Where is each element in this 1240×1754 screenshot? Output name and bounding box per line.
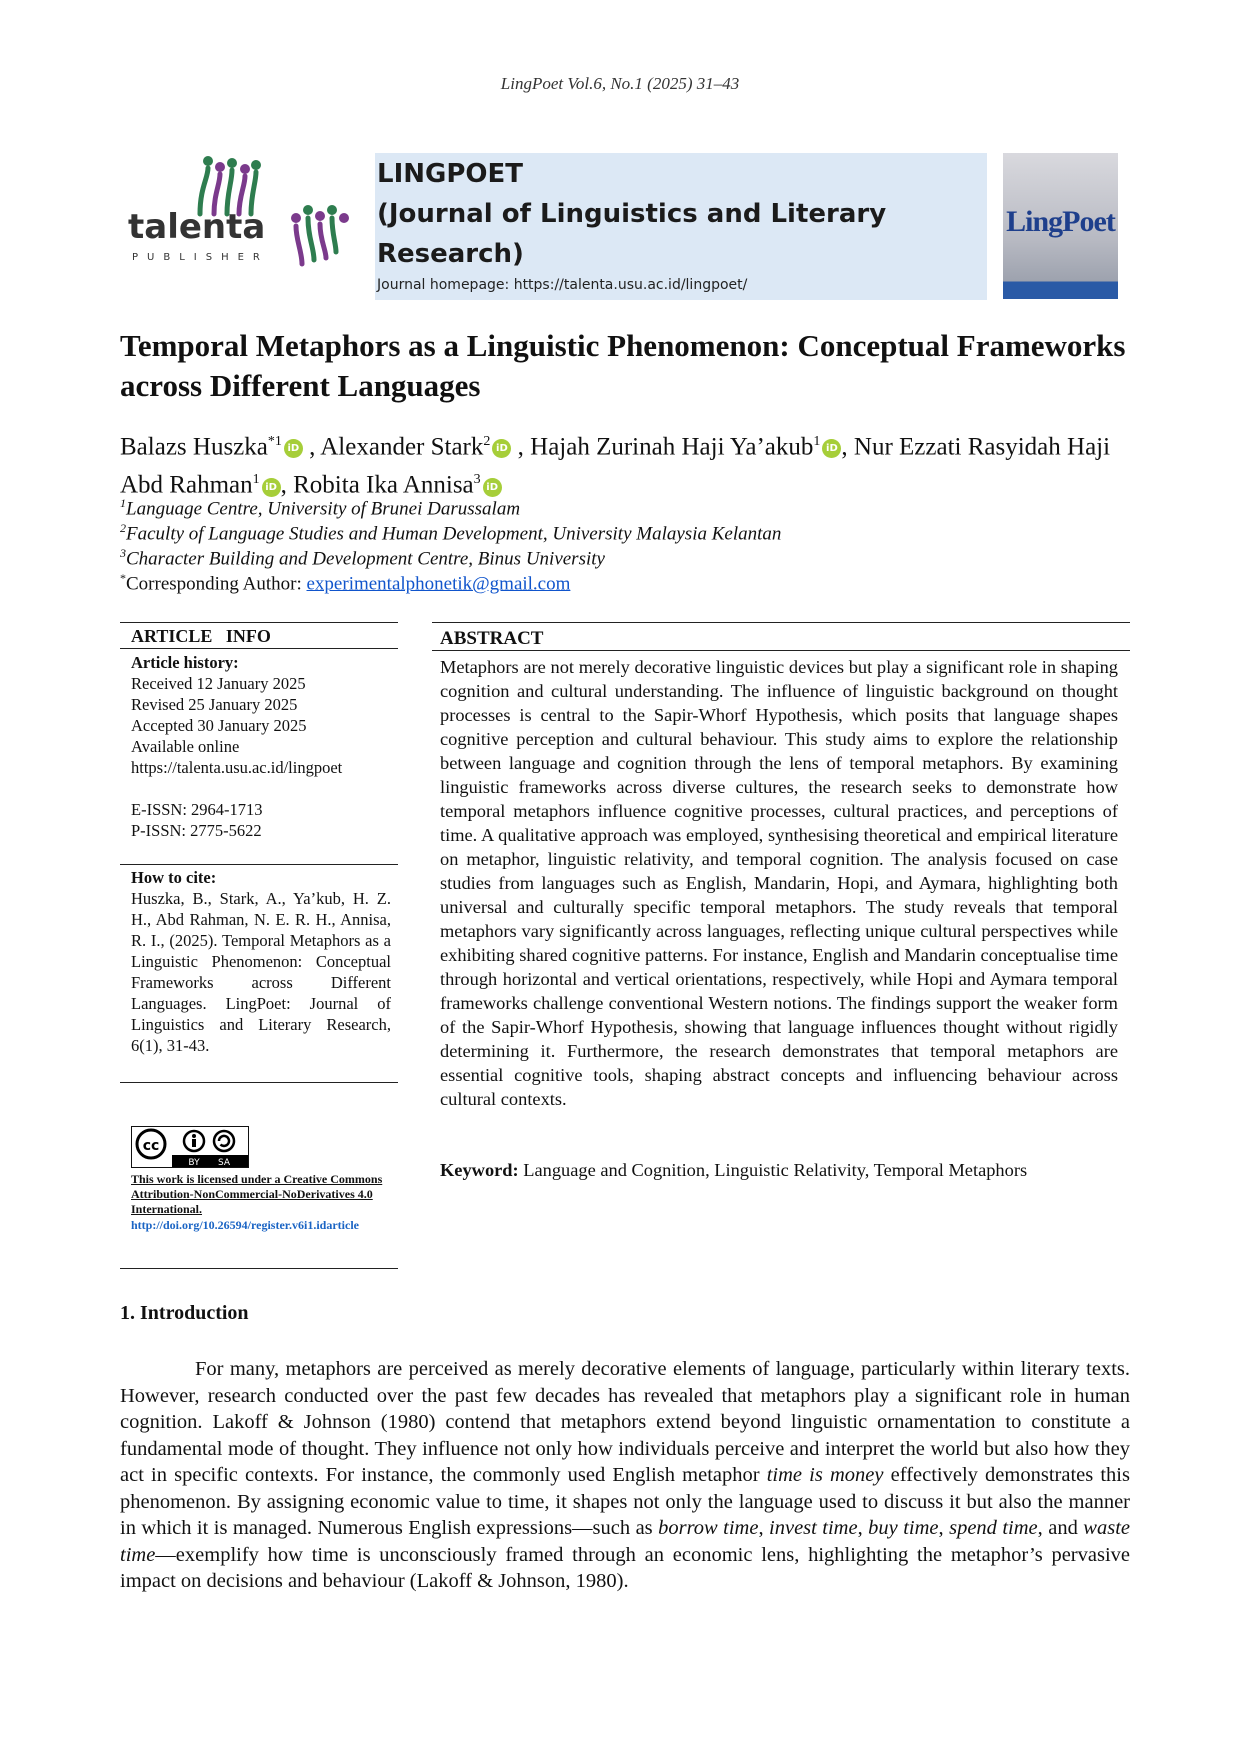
cite-label: How to cite: [131,868,217,887]
author-name: Alexander Stark [320,433,484,461]
journal-name: LINGPOET [377,159,523,189]
paper-title: Temporal Metaphors as a Linguistic Phenomenon: Conceptual Frameworks across Different Languages [120,328,1126,403]
journal-subtitle-line2: Research) [377,239,524,269]
keyword-label: Keyword: [440,1160,519,1180]
divider [120,864,398,865]
section-heading: 1. Introduction [120,1302,249,1324]
divider [432,650,1130,651]
doi-link[interactable]: http://doi.org/10.26594/register.v6i1.idarticle [131,1218,359,1232]
divider [120,648,398,649]
license-link[interactable]: This work is licensed under a Creative Commons Attribution-NonCommercial-NoDerivatives 4.0 International. [131,1172,383,1216]
article-history [131,652,391,841]
divider [120,1268,398,1269]
abstract-heading: ABSTRACT [440,628,544,649]
author-name: Hajah Zurinah Haji Ya’akub [530,433,814,461]
history-label: Article history: [131,653,239,672]
author-list: Balazs Huszka$^{*1}$ iD , Alexander Stark$^2$ iD , Hajah Zurinah Haji Ya’akub$^1$ iD , Nur Ezzati Rasyidah Haji Abd Rahman$^1$ iD , Robita Ika Annisa$^3$ iD [120,433,1111,499]
article-info-heading: ARTICLE INFO [131,626,271,646]
orcid-icon[interactable]: iD [822,439,841,458]
email-link[interactable]: experimentalphonetik@gmail.com [306,573,571,595]
journal-subtitle-line1: (Journal of Linguistics and Literary [377,199,887,229]
orcid-icon[interactable]: iD [483,478,502,497]
running-head: LingPoet Vol.6, No.1 (2025) 31–43 [500,74,740,93]
how-to-cite [131,867,391,1056]
available-online: Available online [131,737,240,756]
corresponding-author: *Corresponding Author: experimentalphonetik@gmail.com [120,571,571,595]
svg-text:PUBLISHER: PUBLISHER [132,252,269,263]
orcid-icon[interactable]: iD [492,439,511,458]
citation-text: Huszka, B., Stark, A., Ya’kub, H. Z. H., Abd Rahman, N. E. R. H., Annisa, R. I., (2025). Temporal Metaphors as a Linguistic Phenomenon: Conceptual Frameworks across Different Languages. LingPoet: Journal of Linguistics and Literary Research, 6(1), 31-43. [131,889,391,1055]
article-url[interactable]: https://talenta.usu.ac.id/lingpoet [131,758,343,777]
publisher-logo [128,148,353,278]
received-date: Received 12 January 2025 [131,674,306,693]
cc-license-icon[interactable] [131,1126,249,1168]
journal-homepage[interactable]: Journal homepage: https://talenta.usu.ac.id/lingpoet/ [377,277,748,293]
pissn: P-ISSN: 2775-5622 [131,821,262,840]
cover-title: LingPoet [1006,205,1115,238]
svg-text:BY: BY [188,1158,200,1167]
divider [120,1082,398,1083]
orcid-icon[interactable]: iD [262,478,281,497]
affiliation: $^3$Character Building and Development Centre, Binus University [120,546,605,570]
affiliation: $^2$Faculty of Language Studies and Human Development, University Malaysia Kelantan [120,521,782,545]
journal-banner [375,153,987,300]
svg-text:SA: SA [217,1158,231,1167]
keywords [440,1160,1118,1181]
author-name: Balazs Huszka [120,433,268,461]
revised-date: Revised 25 January 2025 [131,695,298,714]
journal-cover-image [1003,153,1118,299]
svg-text:talenta: talenta [128,207,266,247]
accepted-date: Accepted 30 January 2025 [131,716,307,735]
author-name: Robita Ika Annisa [293,471,474,499]
divider [120,622,398,623]
orcid-icon[interactable]: iD [284,439,303,458]
intro-paragraph: For many, metaphors are perceived as merely decorative elements of language, particularly within literary texts. However, research conducted over the past few decades has revealed that metaphors play a significant role in human cognition. Lakoff & Johnson (1980) contend that metaphors extend beyond linguistic ornamentation to constitute a fundamental mode of thought. They influence not only how individuals perceive and interpret the world but also how they act in specific contexts. For instance, the commonly used English metaphor time is money effectively demonstrates this phenomenon. By assigning economic value to time, it shapes not only the language used to discuss it but also the manner in which it is managed. Numerous English expressions—such as borrow time, invest time, buy time, spend time, and waste time—exemplify how time is unconsciously framed through an economic lens, highlighting the metaphor’s pervasive impact on decisions and behaviour (Lakoff & Johnson, 1980). [120,1358,1130,1592]
keyword-list: Language and Cognition, Linguistic Relativity, Temporal Metaphors [518,1160,1028,1180]
talenta-logo-icon [128,148,353,278]
divider [432,622,1130,623]
affiliation: $^1$Language Centre, University of Brunei Darussalam [120,496,521,520]
svg-text:cc: cc [142,1138,160,1154]
abstract-text: Metaphors are not merely decorative linguistic devices but play a significant role in shaping cognition and cultural understanding. The influence of linguistic background on thought processes is central to the Sapir-Whorf Hypothesis, which posits that language shapes cognitive perception and cultural behaviour. This study aims to explore the relationship between language and cognition through the lens of temporal metaphors. By examining linguistic frameworks across diverse cultures, the research seeks to demonstrate how temporal metaphors influence cognitive processes, cultural practices, and perceptions of time. A qualitative approach was employed, synthesising theoretical and empirical literature on metaphor, linguistic relativity, and temporal cognition. The analysis focused on case studies from languages such as English, Mandarin, Hopi, and Aymara, highlighting both universal and culturally specific temporal metaphors. The study reveals that temporal metaphors vary significantly across languages, reflecting unique cultural perspectives while exhibiting shared cognitive patterns. For instance, English and Mandarin conceptualise time through horizontal and vertical orientations, respectively, while Hopi and Aymara temporal frameworks challenge conventional Western notions. The findings support the weaker form of the Sapir-Whorf Hypothesis, showing that language influences thought without rigidly determining it. Furthermore, the research demonstrates that temporal metaphors are essential cognitive tools, shaping abstract concepts and influencing behaviour across cultural contexts. [440,657,1118,1109]
eissn: E-ISSN: 2964-1713 [131,800,263,819]
author-name: Nur Ezzati Rasyidah Haji Abd Rahman [120,433,1111,499]
